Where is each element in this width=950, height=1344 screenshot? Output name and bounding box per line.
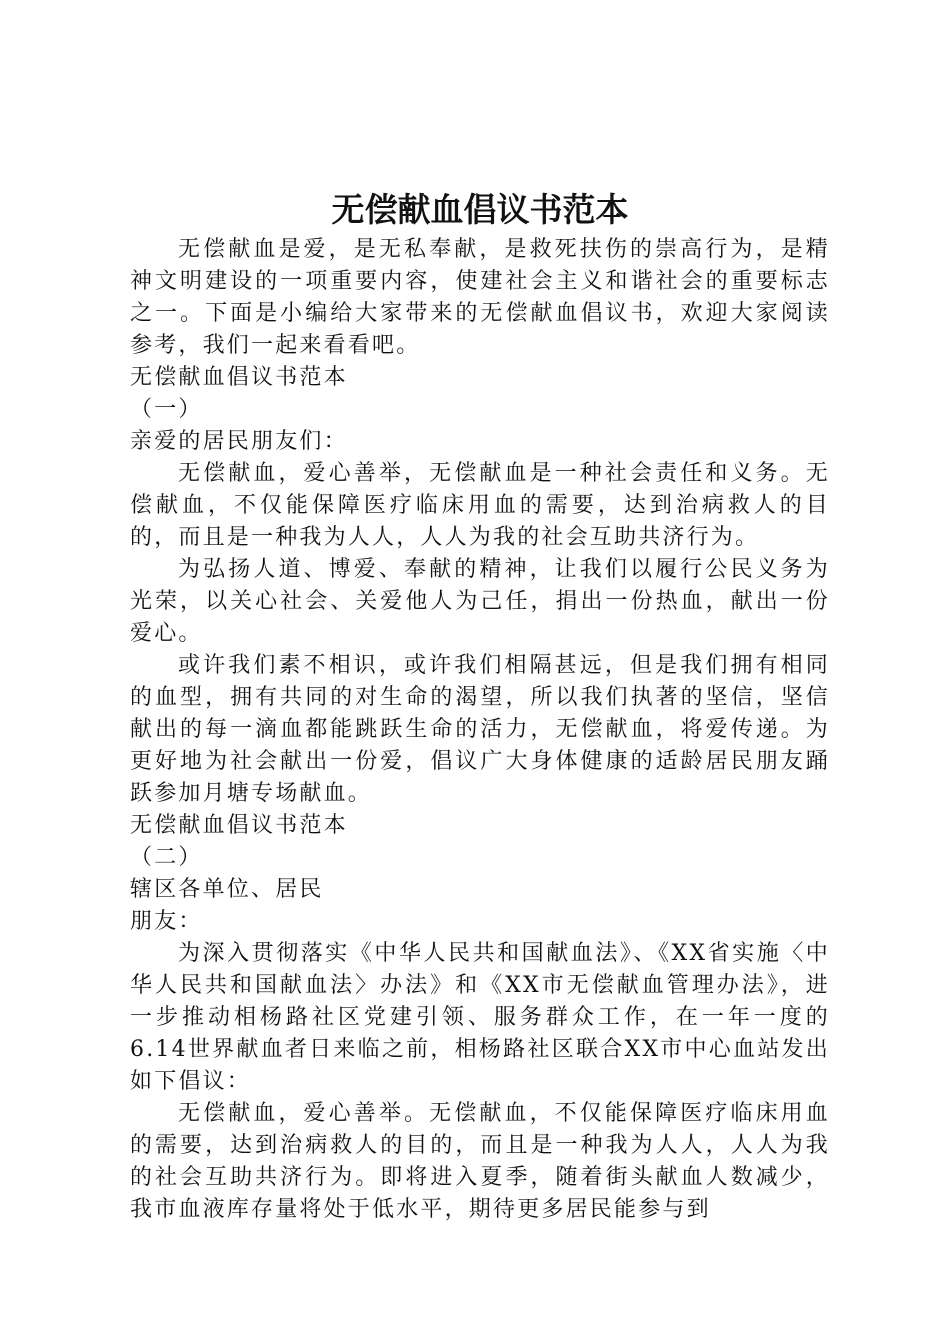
document-title: 无偿献血倡议书范本 bbox=[331, 190, 629, 229]
section-heading: 无偿献血倡议书范本 bbox=[130, 365, 348, 390]
body-paragraph: 无偿献血，爱心善举，无偿献血是一种社会责任和义务。无偿献血，不仅能保障医疗临床用血的需要，达到治病救人的目的，而且是一种我为人人，人人为我的社会互助共济行为。 bbox=[130, 461, 830, 550]
section-number: （一） bbox=[130, 397, 203, 422]
intro-paragraph: 无偿献血是爱，是无私奉献，是救死扶伤的崇高行为，是精神文明建设的一项重要内容，使建社会主义和谐社会的重要标志之一。下面是小编给大家带来的无偿献血倡议书，欢迎大家阅读参考，我们一起来看看吧。 bbox=[130, 237, 830, 358]
section-number: （二） bbox=[130, 845, 203, 870]
body-paragraph: 为弘扬人道、博爱、奉献的精神，让我们以履行公民义务为光荣，以关心社会、关爱他人为己任，捐出一份热血，献出一份爱心。 bbox=[130, 557, 830, 646]
salutation: 辖区各单位、居民 bbox=[130, 877, 324, 902]
salutation: 亲爱的居民朋友们： bbox=[130, 429, 348, 454]
body-paragraph: 为深入贯彻落实《中华人民共和国献血法》、《XX省实施〈中华人民共和国献血法〉办法》和《XX市无偿献血管理办法》，进一步推动相杨路社区党建引领、服务群众工作，在一年一度的6.14世界献血者日来临之前，相杨路社区联合XX市中心血站发出如下倡议： bbox=[130, 941, 830, 1094]
section-heading: 无偿献血倡议书范本 bbox=[130, 813, 348, 838]
body-paragraph: 或许我们素不相识，或许我们相隔甚远，但是我们拥有相同的血型，拥有共同的对生命的渴望，所以我们执著的坚信，坚信献出的每一滴血都能跳跃生命的活力，无偿献血，将爱传递。为更好地为社会献出一份爱，倡议广大身体健康的适龄居民朋友踊跃参加月塘专场献血。 bbox=[130, 653, 830, 806]
document-body bbox=[130, 234, 830, 1226]
body-paragraph: 无偿献血，爱心善举。无偿献血，不仅能保障医疗临床用血的需要，达到治病救人的目的，而且是一种我为人人，人人为我的社会互助共济行为。即将进入夏季，随着街头献血人数减少，我市血液库存量将处于低水平，期待更多居民能参与到 bbox=[130, 1101, 830, 1222]
document-page bbox=[130, 186, 830, 1226]
salutation-continued: 朋友： bbox=[130, 909, 203, 934]
